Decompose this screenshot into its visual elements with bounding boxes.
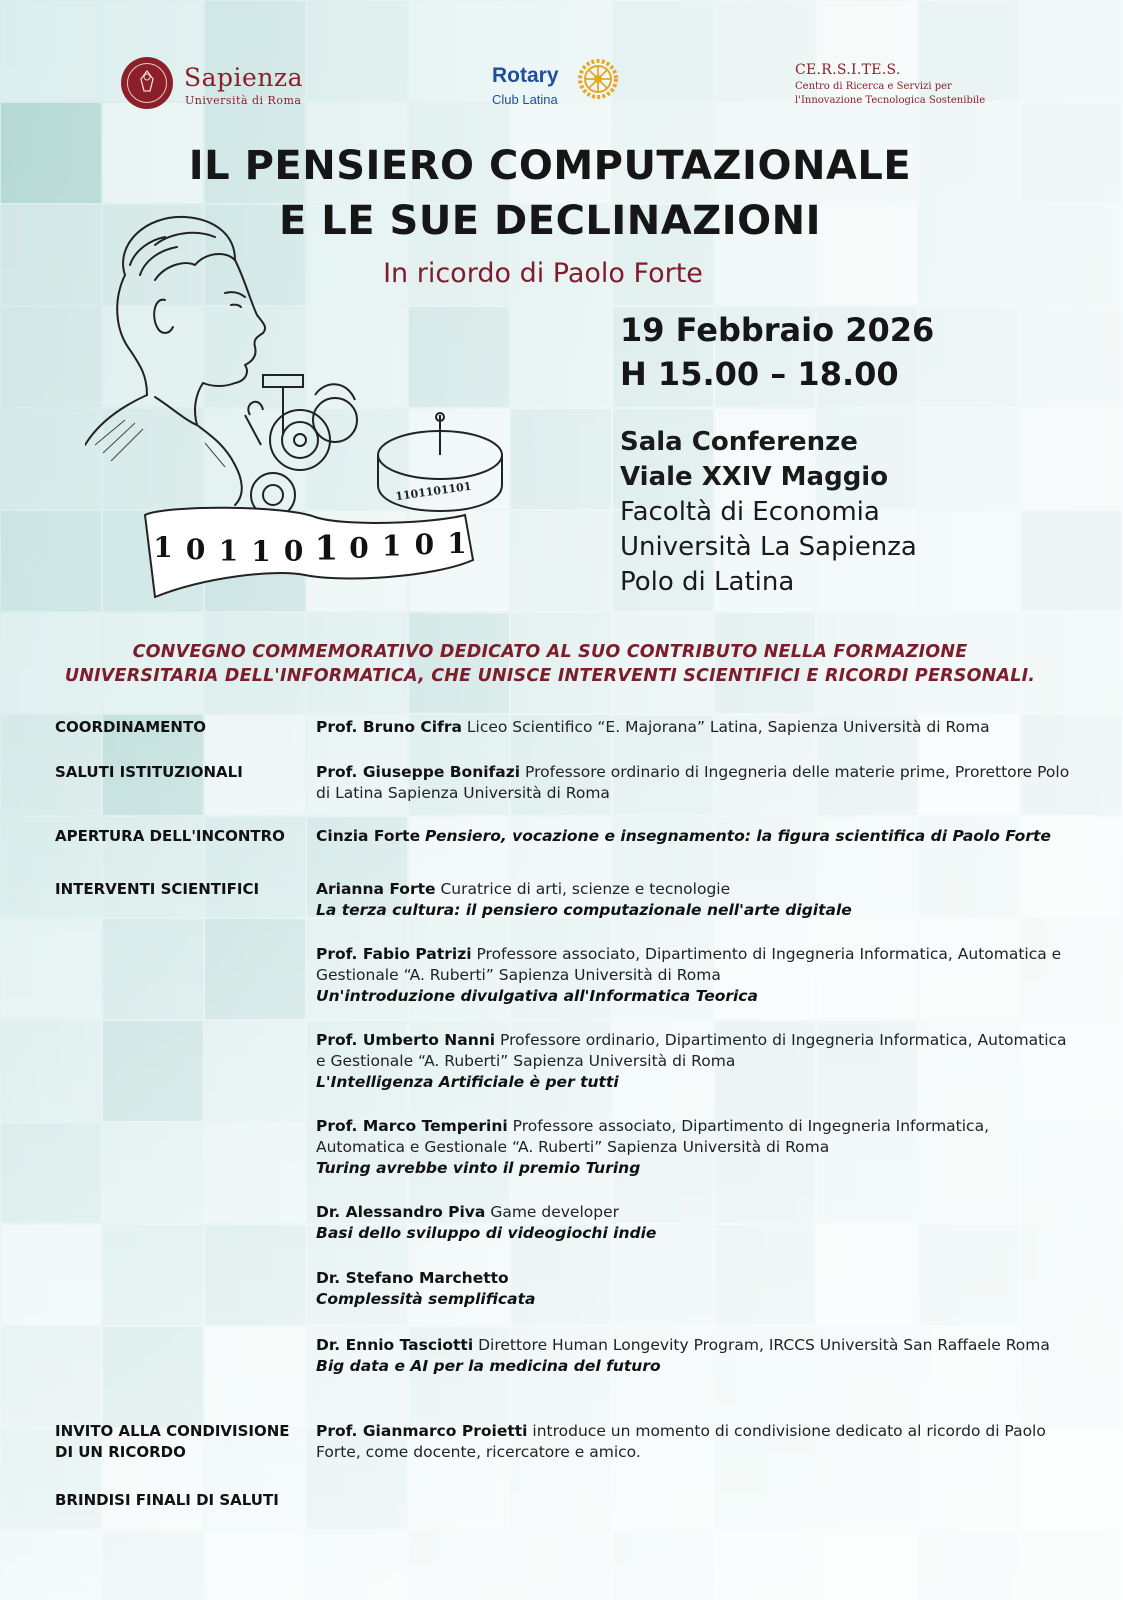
talk-title: Big data e AI per la medicina del futuro — [316, 1357, 661, 1375]
sapienza-sub: Università di Roma — [185, 94, 302, 107]
speaker-name: Prof. Marco Temperini — [316, 1117, 508, 1135]
speaker-role: Professore ordinario, Dipartimento di Ingegneria Informatica, Automatica e Gestionale “A. Ruberti” Sapienza Università di Roma — [316, 1031, 1067, 1070]
program-body — [316, 1116, 1076, 1179]
rotary-sub: Club Latina — [492, 92, 558, 107]
program-label: APERTURA DELL'INCONTRO — [55, 827, 285, 845]
talk-title: Basi dello sviluppo di videogiochi indie — [316, 1224, 657, 1242]
program-label — [55, 1421, 310, 1463]
speaker-name: Dr. Alessandro Piva — [316, 1203, 486, 1221]
main-title-line1: IL PENSIERO COMPUTAZIONALE — [188, 143, 912, 189]
program-label-line1: INVITO ALLA CONDIVISIONE — [55, 1422, 290, 1440]
speaker-name: Prof. Gianmarco Proietti — [316, 1422, 528, 1440]
speaker-role: Professore associato, Dipartimento di Ingegneria Informatica, Automatica e Gestionale “A. Ruberti” Sapienza Università di Roma — [316, 945, 1062, 984]
speaker-name: Prof. Giuseppe Bonifazi — [316, 763, 521, 781]
tape-digit: 1 — [314, 528, 339, 569]
talk-title: L'Intelligenza Artificiale è per tutti — [316, 1073, 619, 1091]
event-time: H 15.00 – 18.00 — [620, 355, 899, 393]
cersites-logo — [795, 62, 1025, 122]
program-label: COORDINAMENTO — [55, 718, 206, 736]
venue-faculty: Facoltà di Economia — [620, 497, 880, 527]
cersites-name: CE.R.S.I.TE.S. — [795, 62, 901, 78]
program-label: BRINDISI FINALI DI SALUTI — [55, 1491, 279, 1509]
description-line2: UNIVERSITARIA DELL'INFORMATICA, CHE UNISCE INTERVENTI SCIENTIFICI E RICORDI PERSONALI. — [64, 666, 1036, 686]
program-body — [316, 1335, 1076, 1377]
program-body — [316, 717, 1076, 738]
cersites-line2: l'Innovazione Tecnologica Sostenibile — [795, 95, 986, 106]
tape-digit: 0 — [283, 534, 304, 568]
venue-university: Università La Sapienza — [620, 532, 917, 562]
venue-room: Sala Conferenze — [620, 427, 858, 457]
portrait-illustration — [85, 205, 525, 625]
program-body — [316, 826, 1076, 847]
talk-title: Complessità semplificata — [316, 1290, 536, 1308]
speaker-role: Liceo Scientifico “E. Majorana” Latina, Sapienza Università di Roma — [466, 718, 990, 736]
cersites-line1: Centro di Ricerca e Servizi per — [795, 81, 952, 92]
speaker-role: Professore ordinario di Ingegneria delle materie prime, Prorettore Polo di Latina Sapienza Università di Roma — [316, 763, 1070, 802]
reel-digits: 1101101101 — [394, 479, 473, 504]
talk-title: Turing avrebbe vinto il premio Turing — [316, 1159, 641, 1177]
speaker-name: Cinzia Forte — [316, 827, 421, 845]
program-label-line2: DI UN RICORDO — [55, 1443, 186, 1461]
talk-title: Un'introduzione divulgativa all'Informatica Teorica — [316, 987, 758, 1005]
program-body — [316, 1268, 1076, 1310]
tape-digit: 1 — [381, 529, 402, 563]
event-date: 19 Febbraio 2026 — [620, 311, 935, 349]
rotary-wheel-icon — [577, 58, 619, 100]
sapienza-logo — [121, 57, 321, 117]
sapienza-seal-icon — [121, 57, 173, 109]
speaker-role: introduce un momento di condivisione dedicato al ricordo di Paolo Forte, come docente, ricercatore e amico. — [316, 1422, 1046, 1461]
speaker-role: Curatrice di arti, scienze e tecnologie — [440, 880, 731, 898]
tape-digit: 1 — [153, 531, 173, 564]
main-title-line2: E LE SUE DECLINAZIONI — [279, 198, 821, 244]
sapienza-name: Sapienza — [184, 63, 304, 92]
venue-campus: Polo di Latina — [620, 567, 795, 597]
speaker-name: Prof. Bruno Cifra — [316, 718, 462, 736]
talk-title: La terza cultura: il pensiero computazionale nell'arte digitale — [316, 901, 852, 919]
talk-title: Pensiero, vocazione e insegnamento: la figura scientifica di Paolo Forte — [425, 827, 1051, 845]
program-body — [316, 879, 1076, 921]
speaker-name: Arianna Forte — [316, 880, 436, 898]
speaker-name: Prof. Fabio Patrizi — [316, 945, 472, 963]
event-venue — [620, 425, 917, 600]
program-body — [316, 1202, 1076, 1244]
speaker-role: Professore associato, Dipartimento di Ingegneria Informatica, Automatica e Gestionale “A. Ruberti” Sapienza Università di Roma — [316, 1117, 990, 1156]
program-body — [316, 1030, 1076, 1093]
tape-digit: 1 — [251, 534, 271, 568]
tape-digit: 1 — [218, 534, 239, 568]
speaker-name: Prof. Umberto Nanni — [316, 1031, 496, 1049]
speaker-role: Game developer — [490, 1203, 620, 1221]
program-body — [316, 1421, 1076, 1463]
program-label: INTERVENTI SCIENTIFICI — [55, 880, 260, 898]
speaker-role: Direttore Human Longevity Program, IRCCS Università San Raffaele Roma — [478, 1336, 1050, 1354]
event-description — [0, 640, 1100, 688]
tape-digit: 0 — [185, 532, 206, 566]
tape-digit: 1 — [447, 527, 467, 561]
program-label: SALUTI ISTITUZIONALI — [55, 763, 243, 781]
rotary-name: Rotary — [492, 64, 559, 87]
tape-digit: 0 — [414, 527, 435, 561]
event-datetime — [620, 308, 934, 396]
program-body — [316, 944, 1076, 1007]
venue-street: Viale XXIV Maggio — [620, 462, 889, 492]
description-line1: CONVEGNO COMMEMORATIVO DEDICATO AL SUO CONTRIBUTO NELLA FORMAZIONE — [132, 642, 968, 662]
subtitle: In ricordo di Paolo Forte — [383, 258, 703, 289]
rotary-logo — [492, 58, 632, 113]
speaker-name: Dr. Ennio Tasciotti — [316, 1336, 474, 1354]
speaker-name: Dr. Stefano Marchetto — [316, 1269, 509, 1287]
program-body — [316, 762, 1076, 804]
tape-digit: 0 — [349, 531, 369, 565]
